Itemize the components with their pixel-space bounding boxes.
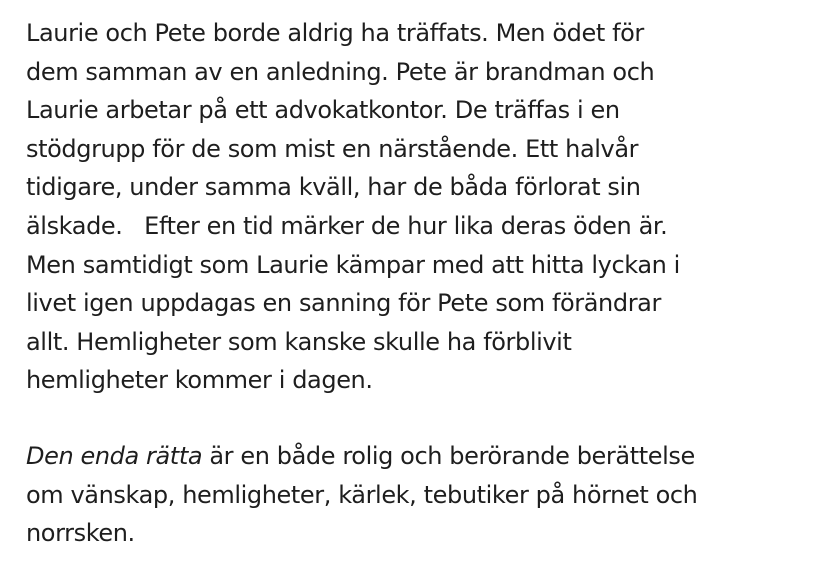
description-text (26, 14, 816, 553)
summary-paragraph (26, 437, 816, 553)
text-line: Men samtidigt som Laurie kämpar med att hitta lyckan i (26, 250, 680, 279)
text-fragment: är en både rolig och berörande berättelse (202, 441, 695, 470)
text-line: norrsken. (26, 519, 135, 548)
text-line: Laurie arbetar på ett advokatkontor. De träffas i en (26, 96, 620, 125)
text-line: om vänskap, hemligheter, kärlek, tebutiker på hörnet och (26, 480, 698, 509)
text-line: dem samman av en anledning. Pete är brandman och (26, 57, 655, 86)
text-line (26, 437, 816, 476)
text-line: Laurie och Pete borde aldrig ha träffats. Men ödet för (26, 19, 644, 47)
text-line: hemligheter kommer i dagen. (26, 366, 373, 395)
synopsis-paragraph (26, 14, 816, 400)
book-title: Den enda rätta (26, 441, 203, 470)
text-line: livet igen uppdagas en sanning för Pete som förändrar (26, 289, 661, 318)
text-line: stödgrupp för de som mist en närstående. Ett halvår (26, 134, 639, 163)
text-line: tidigare, under samma kväll, har de båda förlorat sin (26, 173, 641, 202)
text-line: allt. Hemligheter som kanske skulle ha förblivit (26, 327, 572, 356)
text-line: älskade. Efter en tid märker de hur lika deras öden är. (26, 211, 668, 240)
